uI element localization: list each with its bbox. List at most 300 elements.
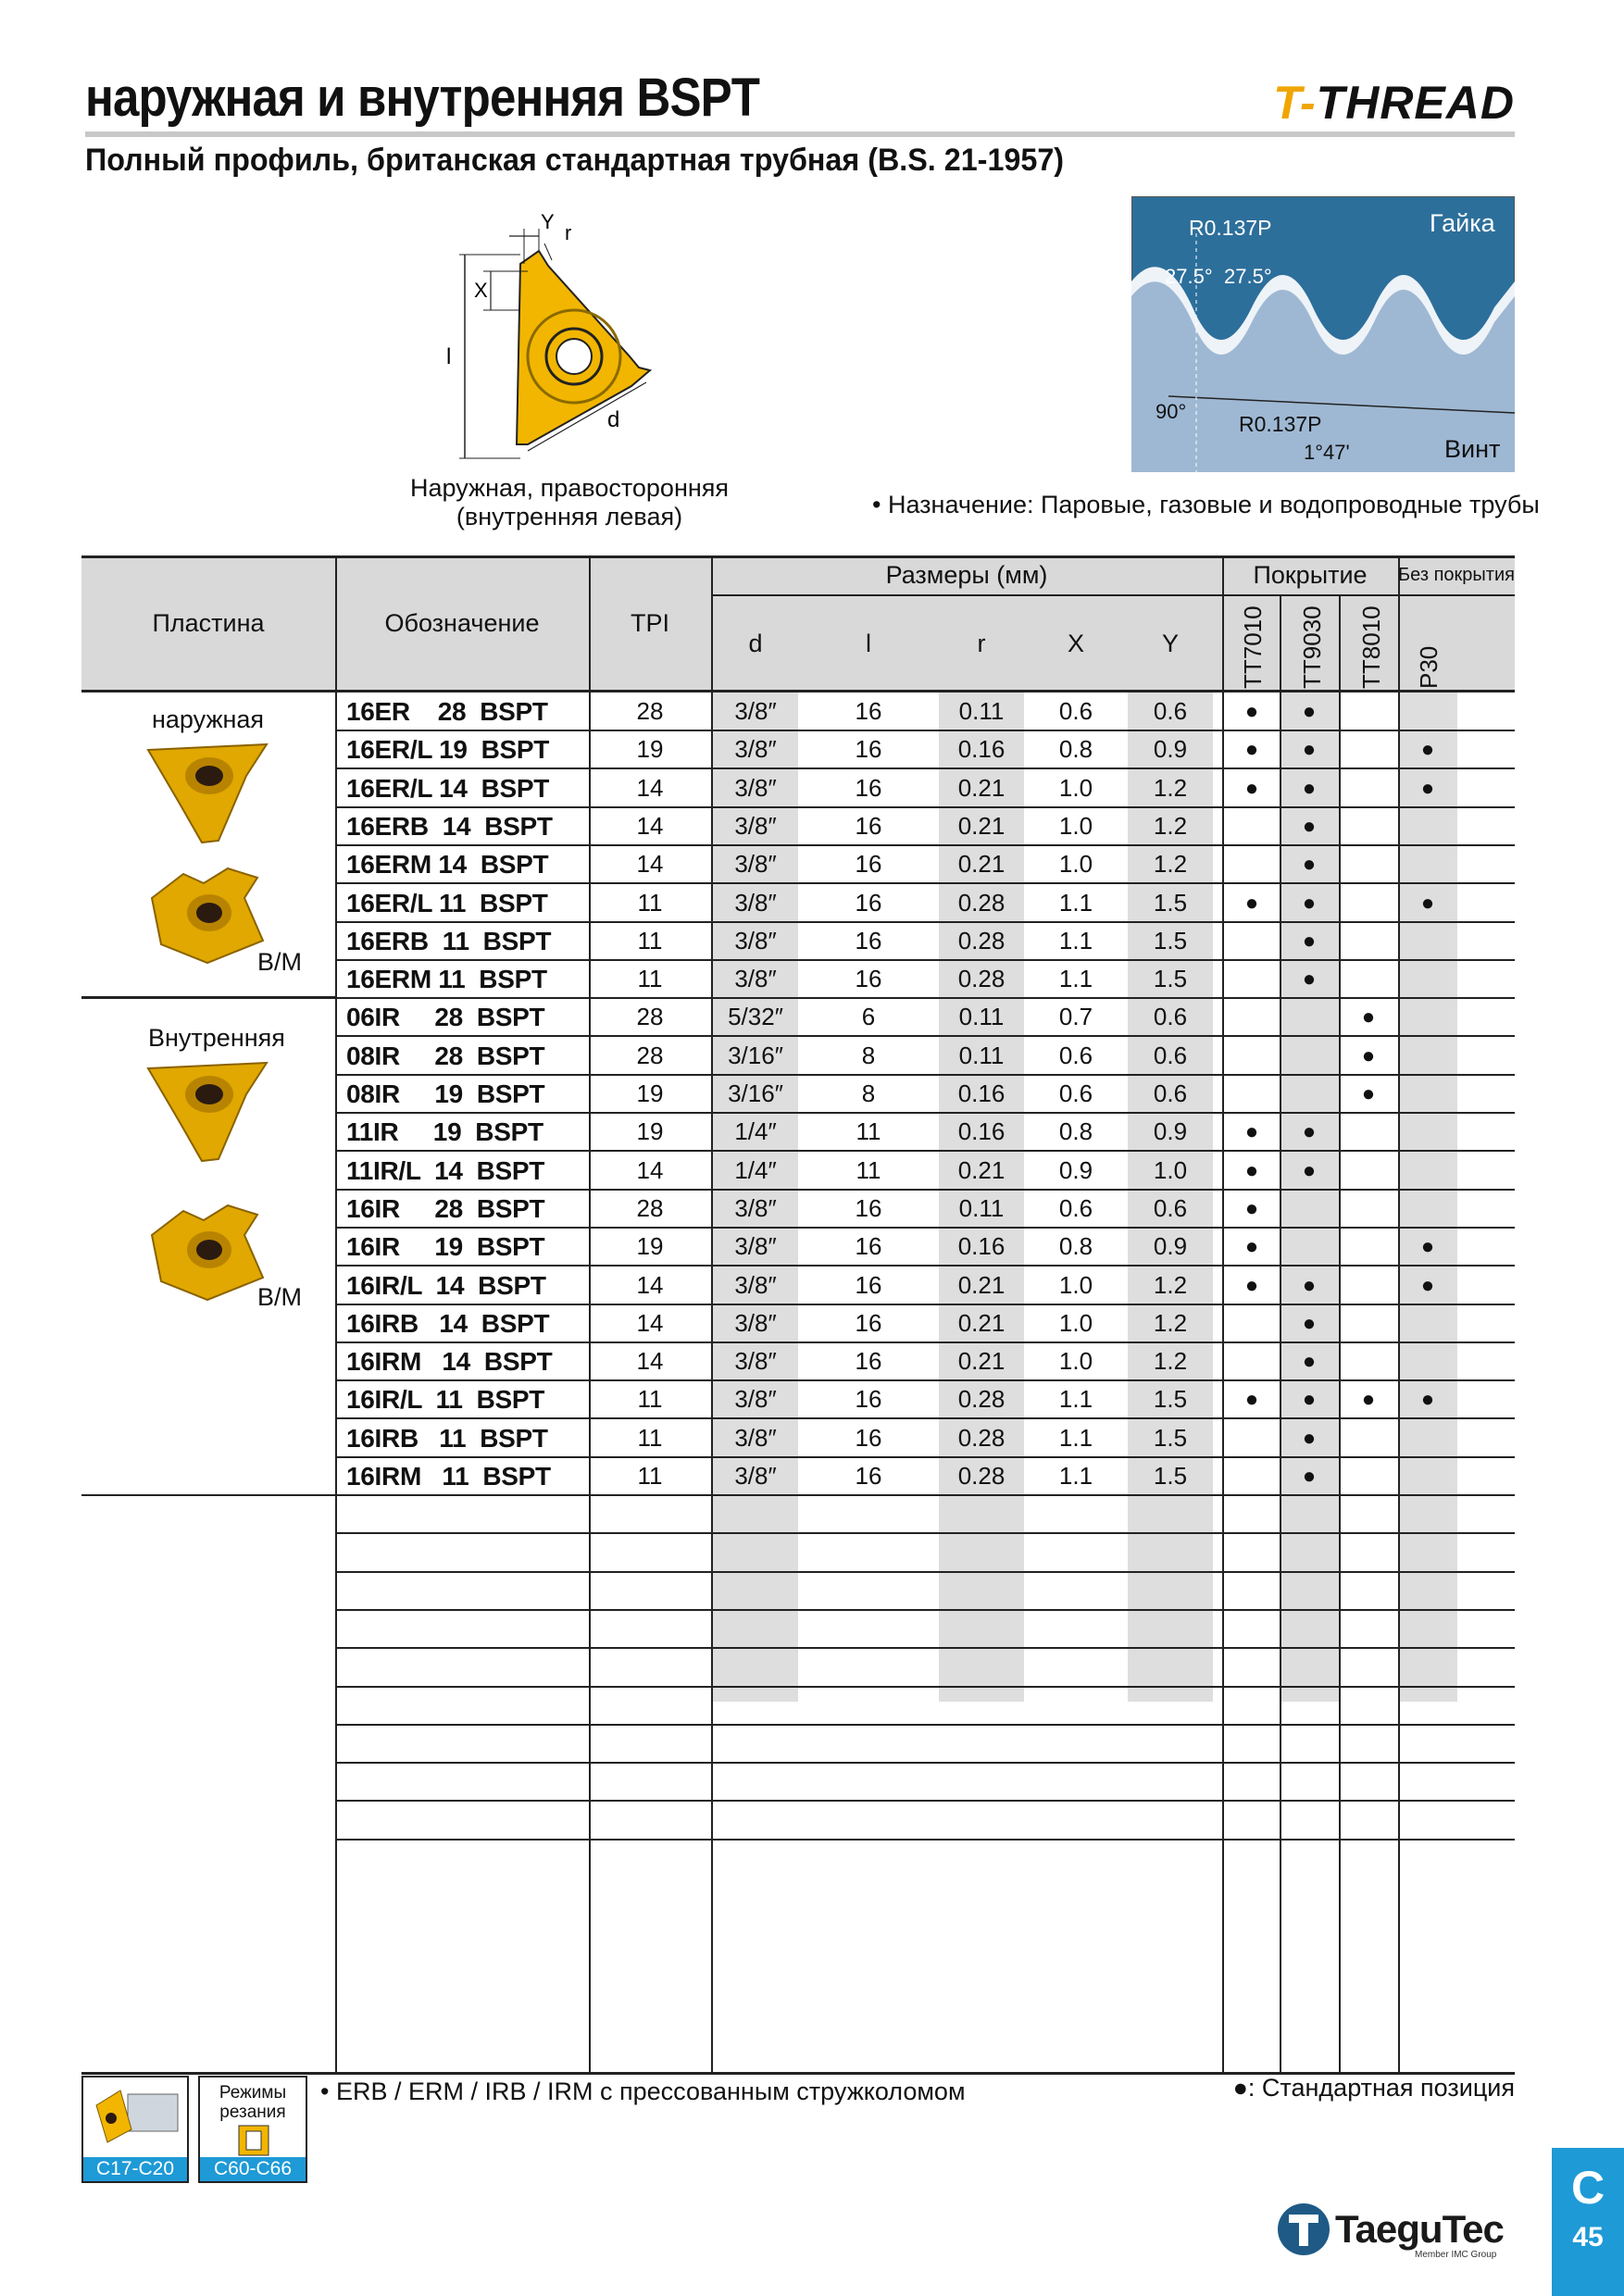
grade-p30-cell: ● (1420, 1387, 1435, 1412)
d-cell: 3/16″ (728, 1042, 783, 1069)
header-designation: Обозначение (384, 609, 540, 637)
ref1-page-tag: C17-C20 (83, 2157, 187, 2181)
y-cell: 0.9 (1153, 735, 1188, 763)
r-cell: 0.11 (958, 697, 1005, 725)
r-cell: 0.21 (957, 1347, 1006, 1375)
tpi-cell: 14 (636, 1347, 664, 1375)
grade-p30-cell (1400, 922, 1455, 960)
grade-tt8010-cell: ● (1361, 1081, 1376, 1106)
tpi-cell: 11 (637, 965, 663, 992)
grade-tt7010-cell (1224, 807, 1280, 845)
grade-p30-cell: ● (1420, 1273, 1435, 1298)
grade-tt9030-cell: ● (1302, 891, 1317, 916)
r-cell: 0.11 (958, 1194, 1005, 1222)
d-cell: 1/4″ (734, 1156, 777, 1184)
x-cell: 1.1 (1058, 889, 1093, 917)
table-row (81, 884, 1515, 922)
table-row (81, 807, 1515, 845)
caption-line2: (внутренняя левая) (456, 503, 683, 530)
designation-cell: 16IR/L 11 BSPT (346, 1385, 545, 1414)
d-cell: 3/8″ (734, 1385, 777, 1413)
designation-cell: 16ERM 11 BSPT (346, 965, 547, 993)
d-cell: 3/8″ (734, 1462, 777, 1490)
grade-tt8010-cell (1341, 1228, 1396, 1266)
hline-dims-sub (711, 594, 1515, 596)
designation-cell: 16ERB 11 BSPT (346, 927, 552, 955)
designation-cell: 16IRB 11 BSPT (346, 1424, 548, 1453)
d-cell: 3/8″ (734, 965, 777, 992)
grade-p30-cell: ● (1420, 1234, 1435, 1259)
grade-tt7010-cell: ● (1244, 1119, 1259, 1144)
r-cell: 0.21 (957, 774, 1006, 802)
grade-tt9030-cell: ● (1302, 1426, 1317, 1451)
y-cell: 1.2 (1153, 850, 1188, 878)
header-y: Y (1161, 630, 1179, 657)
grade-tt8010-cell (1341, 1267, 1396, 1304)
y-cell: 1.2 (1153, 1347, 1188, 1375)
r-cell: 0.28 (957, 1424, 1006, 1452)
page-number: 45 (1572, 2222, 1604, 2252)
grade-tt9030-cell (1281, 998, 1337, 1036)
grade-tt7010-cell (1224, 922, 1280, 960)
y-cell: 0.9 (1153, 1117, 1188, 1145)
brand-prefix: T- (1273, 77, 1317, 129)
grade-p30-cell (1400, 845, 1455, 883)
x-cell: 1.0 (1058, 1271, 1093, 1299)
grade-tt8010-cell (1341, 1419, 1396, 1457)
x-cell: 1.0 (1058, 1347, 1093, 1375)
profile-radius-bottom: R0.137P (1239, 412, 1322, 436)
r-cell: 0.11 (958, 1042, 1005, 1069)
grade-tt9030-cell: ● (1302, 967, 1317, 992)
logo-subtext: Member IMC Group (1415, 2250, 1497, 2260)
profile-nut-label: Гайка (1430, 209, 1495, 237)
tpi-cell: 28 (636, 697, 664, 725)
x-cell: 0.6 (1058, 1042, 1093, 1069)
tpi-cell: 11 (637, 1424, 663, 1452)
row-divider (335, 1724, 1515, 1726)
header-r: r (977, 630, 986, 657)
grade-tt7010-cell (1224, 1304, 1280, 1342)
grade-tt9030-cell: ● (1302, 1387, 1317, 1412)
r-cell: 0.28 (957, 965, 1006, 992)
designation-cell: 16ER/L 19 BSPT (346, 735, 550, 764)
tpi-cell: 11 (637, 889, 663, 917)
y-cell: 1.5 (1153, 1462, 1188, 1490)
grade-tt9030-cell (1281, 1190, 1337, 1228)
table-row (81, 1228, 1515, 1266)
grade-tt7010-cell (1224, 845, 1280, 883)
chipbreaker-note: • ERB / ERM / IRB / IRM с прессованным стружколомом (320, 2078, 966, 2105)
section-tab[interactable] (1552, 2148, 1624, 2296)
row-divider (335, 1686, 1515, 1688)
y-cell: 1.5 (1153, 1385, 1188, 1413)
group-external-label: наружная (152, 705, 265, 733)
l-cell: 16 (855, 1271, 882, 1299)
profile-taper: 1°47' (1304, 441, 1350, 464)
r-cell: 0.21 (957, 812, 1006, 840)
designation-cell: 11IR 19 BSPT (346, 1117, 543, 1146)
designation-cell: 16IR/L 14 BSPT (346, 1271, 546, 1300)
d-cell: 3/8″ (734, 1347, 777, 1375)
table-row (81, 1152, 1515, 1190)
grade-tt7010-cell (1224, 960, 1280, 998)
grade-tt9030-cell: ● (1302, 1119, 1317, 1144)
tpi-cell: 28 (636, 1194, 664, 1222)
x-cell: 0.6 (1058, 1194, 1093, 1222)
grade-tt8010-cell (1341, 1190, 1396, 1228)
row-divider (335, 1839, 1515, 1841)
grade-tt8010-cell (1341, 1342, 1396, 1380)
r-cell: 0.28 (957, 889, 1006, 917)
group-internal-bm: B/M (257, 1283, 303, 1311)
designation-cell: 16IRB 14 BSPT (346, 1309, 550, 1338)
grade-tt7010-cell (1224, 1075, 1280, 1113)
grade-tt8010-cell (1341, 922, 1396, 960)
l-cell: 16 (855, 812, 882, 840)
grade-tt8010-cell (1341, 960, 1396, 998)
l-cell: 16 (855, 927, 882, 955)
cutting-data-icon (235, 2122, 272, 2159)
d-cell: 3/8″ (734, 735, 777, 763)
designation-cell: 08IR 28 BSPT (346, 1042, 545, 1070)
header-grade-tt7010: TT7010 (1239, 605, 1267, 689)
grade-tt7010-cell (1224, 1342, 1280, 1380)
grade-p30-cell: ● (1420, 776, 1435, 801)
table-row (81, 960, 1515, 998)
table-row (81, 845, 1515, 883)
grade-tt8010-cell: ● (1361, 1387, 1376, 1412)
tpi-cell: 14 (636, 774, 664, 802)
table-row (81, 1380, 1515, 1418)
designation-cell: 16IRM 11 BSPT (346, 1462, 551, 1491)
table-row (81, 1342, 1515, 1380)
x-cell: 1.0 (1058, 774, 1093, 802)
grade-tt7010-cell: ● (1244, 699, 1259, 724)
ref2-page-tag: C60-C66 (200, 2157, 306, 2181)
d-cell: 5/32″ (728, 1003, 783, 1030)
grade-tt7010-cell: ● (1244, 1234, 1259, 1259)
l-cell: 16 (855, 1462, 882, 1490)
header-d: d (748, 630, 763, 657)
grade-tt7010-cell: ● (1244, 891, 1259, 916)
r-cell: 0.28 (957, 1385, 1006, 1413)
x-cell: 0.8 (1058, 735, 1093, 763)
l-cell: 16 (855, 1232, 882, 1260)
grade-tt8010-cell (1341, 730, 1396, 768)
x-cell: 1.1 (1058, 965, 1093, 992)
ref-cutting-modes[interactable] (198, 2076, 307, 2183)
grade-tt7010-cell (1224, 1419, 1280, 1457)
designation-cell: 16ERM 14 BSPT (346, 850, 549, 879)
r-cell: 0.21 (957, 1309, 1006, 1337)
l-cell: 8 (861, 1042, 876, 1069)
designation-cell: 16ERB 14 BSPT (346, 812, 553, 841)
grade-p30-cell (1400, 1419, 1455, 1457)
y-cell: 1.5 (1153, 965, 1188, 992)
grade-tt9030-cell: ● (1302, 1349, 1317, 1374)
grade-tt9030-cell: ● (1302, 699, 1317, 724)
profile-radius-top: R0.137P (1189, 216, 1272, 240)
grade-tt8010-cell (1341, 1304, 1396, 1342)
grade-p30-cell (1400, 1457, 1455, 1495)
x-cell: 0.7 (1058, 1003, 1093, 1030)
l-cell: 8 (861, 1079, 876, 1107)
tpi-cell: 19 (636, 1232, 664, 1260)
y-cell: 1.2 (1153, 812, 1188, 840)
y-cell: 0.6 (1153, 697, 1188, 725)
caption-line1: Наружная, правосторонняя (409, 474, 730, 502)
dim-label-x: X (474, 279, 488, 302)
designation-cell: 16ER/L 14 BSPT (346, 774, 550, 803)
table-row (81, 730, 1515, 768)
dim-label-y: Y (541, 210, 555, 233)
grade-tt8010-cell (1341, 1113, 1396, 1151)
d-cell: 3/8″ (734, 927, 777, 955)
grade-tt8010-cell (1341, 1457, 1396, 1495)
header-tpi: TPI (630, 609, 669, 637)
standard-item-legend: ●: Стандартная позиция (1232, 2074, 1515, 2102)
designation-cell: 06IR 28 BSPT (346, 1003, 545, 1031)
d-cell: 3/8″ (734, 850, 777, 878)
grade-tt9030-cell (1281, 1075, 1337, 1113)
row-divider (335, 1532, 1515, 1534)
page-subtitle: Полный профиль, британская стандартная трубная (B.S. 21-1957) (85, 143, 1065, 178)
grade-tt8010-cell: ● (1361, 1004, 1376, 1029)
grade-tt7010-cell: ● (1244, 1196, 1259, 1221)
x-cell: 0.8 (1058, 1232, 1093, 1260)
grade-tt7010-cell: ● (1244, 1387, 1259, 1412)
y-cell: 0.9 (1153, 1232, 1188, 1260)
grade-p30-cell: ● (1420, 891, 1435, 916)
designation-cell: 16ER/L 11 BSPT (346, 889, 548, 917)
x-cell: 0.6 (1058, 1079, 1093, 1107)
table-row (81, 693, 1515, 730)
dim-label-l: l (446, 344, 452, 369)
tpi-cell: 14 (636, 812, 664, 840)
y-cell: 1.5 (1153, 1424, 1188, 1452)
l-cell: 16 (855, 965, 882, 992)
table-row (81, 1419, 1515, 1457)
grade-p30-cell (1400, 1342, 1455, 1380)
grade-tt9030-cell: ● (1302, 776, 1317, 801)
designation-cell: 16IR 19 BSPT (346, 1232, 545, 1261)
ref-threading-tools[interactable] (81, 2076, 189, 2183)
grade-tt9030-cell: ● (1302, 737, 1317, 762)
tpi-cell: 19 (636, 1079, 664, 1107)
x-cell: 0.6 (1058, 697, 1093, 725)
header-uncoated: Без покрытия (1398, 565, 1515, 585)
tpi-cell: 11 (637, 1385, 663, 1413)
grade-tt8010-cell (1341, 884, 1396, 922)
row-divider (335, 1647, 1515, 1649)
brand-logo (1273, 76, 1515, 130)
grade-tt9030-cell: ● (1302, 1158, 1317, 1183)
y-cell: 1.2 (1153, 1271, 1188, 1299)
l-cell: 11 (856, 1117, 881, 1145)
d-cell: 3/8″ (734, 1232, 777, 1260)
grade-tt9030-cell: ● (1302, 1273, 1317, 1298)
x-cell: 1.1 (1058, 1462, 1093, 1490)
d-cell: 3/8″ (734, 697, 777, 725)
profile-angle-left: 27.5° (1165, 265, 1213, 288)
d-cell: 3/8″ (734, 812, 777, 840)
grade-tt7010-cell (1224, 1037, 1280, 1075)
brand-name: THREAD (1316, 77, 1515, 129)
taegutec-emblem-icon (1276, 2202, 1331, 2257)
y-cell: 1.2 (1153, 774, 1188, 802)
header-x: X (1067, 630, 1084, 657)
tpi-cell: 14 (636, 1156, 664, 1184)
l-cell: 6 (861, 1003, 876, 1030)
l-cell: 16 (855, 1194, 882, 1222)
grade-tt8010-cell (1341, 845, 1396, 883)
r-cell: 0.16 (957, 1079, 1006, 1107)
title-rule (85, 131, 1515, 137)
row-divider (335, 1762, 1515, 1764)
r-cell: 0.16 (957, 1117, 1006, 1145)
r-cell: 0.28 (957, 927, 1006, 955)
dim-label-d: d (607, 407, 620, 432)
grade-p30-cell: ● (1420, 737, 1435, 762)
l-cell: 16 (855, 1347, 882, 1375)
tpi-cell: 14 (636, 1271, 664, 1299)
r-cell: 0.21 (957, 850, 1006, 878)
tpi-cell: 14 (636, 1309, 664, 1337)
tpi-cell: 19 (636, 735, 664, 763)
l-cell: 16 (855, 850, 882, 878)
group-internal-label: Внутренняя (148, 1024, 285, 1052)
table-row (81, 1037, 1515, 1075)
tpi-cell: 14 (636, 850, 664, 878)
grade-p30-cell (1400, 998, 1455, 1036)
grade-tt8010-cell (1341, 1152, 1396, 1190)
profile-angle-right: 27.5° (1224, 265, 1272, 288)
y-cell: 1.5 (1153, 889, 1188, 917)
profile-angle-90: 90° (1156, 400, 1187, 423)
insert-diagram (435, 208, 713, 468)
grade-tt9030-cell (1281, 1228, 1337, 1266)
row-divider (335, 1609, 1515, 1611)
grade-tt8010-cell (1341, 807, 1396, 845)
grade-tt7010-cell (1224, 1457, 1280, 1495)
grade-tt9030-cell: ● (1302, 852, 1317, 877)
header-coating: Покрытие (1253, 561, 1368, 589)
y-cell: 1.0 (1153, 1156, 1188, 1184)
l-cell: 11 (856, 1156, 881, 1184)
grade-p30-cell (1400, 1037, 1455, 1075)
y-cell: 0.6 (1153, 1042, 1188, 1069)
table-row (81, 1457, 1515, 1495)
x-cell: 1.1 (1058, 927, 1093, 955)
grade-tt7010-cell: ● (1244, 1273, 1259, 1298)
d-cell: 3/8″ (734, 774, 777, 802)
y-cell: 1.2 (1153, 1309, 1188, 1337)
designation-cell: 16ER 28 BSPT (346, 697, 548, 726)
grade-tt9030-cell: ● (1302, 1311, 1317, 1336)
header-grade-tt9030: TT9030 (1298, 605, 1326, 689)
table-row (81, 769, 1515, 807)
designation-cell: 16IRM 14 BSPT (346, 1347, 553, 1376)
grade-p30-cell (1400, 1113, 1455, 1151)
l-cell: 16 (855, 1385, 882, 1413)
header-l: l (866, 630, 871, 657)
l-cell: 16 (855, 735, 882, 763)
d-cell: 3/8″ (734, 1309, 777, 1337)
d-cell: 3/8″ (734, 1194, 777, 1222)
table-row (81, 1113, 1515, 1151)
x-cell: 1.0 (1058, 1309, 1093, 1337)
r-cell: 0.16 (957, 1232, 1006, 1260)
section-letter: C (1570, 2162, 1605, 2214)
tpi-cell: 28 (636, 1042, 664, 1069)
grade-tt8010-cell (1341, 769, 1396, 807)
l-cell: 16 (855, 1309, 882, 1337)
page-title: наружная и внутренняя BSPT (85, 68, 760, 128)
y-cell: 1.5 (1153, 927, 1188, 955)
x-cell: 1.0 (1058, 850, 1093, 878)
l-cell: 16 (855, 774, 882, 802)
y-cell: 0.6 (1153, 1194, 1188, 1222)
y-cell: 0.6 (1153, 1003, 1188, 1030)
grade-tt7010-cell: ● (1244, 737, 1259, 762)
threading-holder-icon (83, 2078, 187, 2157)
header-grade-p30: P30 (1415, 645, 1443, 689)
d-cell: 3/8″ (734, 1424, 777, 1452)
ref2-text: Режимы резания (219, 2083, 287, 2122)
grade-tt8010-cell: ● (1361, 1043, 1376, 1068)
profile-screw-label: Винт (1444, 435, 1501, 463)
l-cell: 16 (855, 889, 882, 917)
d-cell: 3/8″ (734, 889, 777, 917)
grade-tt7010-cell: ● (1244, 1158, 1259, 1183)
y-cell: 0.6 (1153, 1079, 1188, 1107)
group-external-bm: B/M (257, 948, 303, 976)
table-row (81, 1304, 1515, 1342)
table-row (81, 1267, 1515, 1304)
thread-profile-diagram (1131, 196, 1515, 472)
l-cell: 16 (855, 697, 882, 725)
application-note: • Назначение: Паровые, газовые и водопроводные трубы (872, 491, 1540, 518)
grade-p30-cell (1400, 807, 1455, 845)
tpi-cell: 28 (636, 1003, 664, 1030)
r-cell: 0.16 (957, 735, 1006, 763)
x-cell: 0.8 (1058, 1117, 1093, 1145)
table-row (81, 1190, 1515, 1228)
grade-tt7010-cell: ● (1244, 776, 1259, 801)
grade-tt9030-cell (1281, 1037, 1337, 1075)
logo-text: TaeguTec (1335, 2207, 1504, 2251)
r-cell: 0.21 (957, 1271, 1006, 1299)
grade-tt7010-cell (1224, 998, 1280, 1036)
tpi-cell: 11 (637, 1462, 663, 1490)
grade-p30-cell (1400, 1152, 1455, 1190)
header-dimensions: Размеры (мм) (885, 561, 1048, 589)
header-grade-tt8010: TT8010 (1357, 605, 1385, 689)
r-cell: 0.28 (957, 1462, 1006, 1490)
header-plate: Пластина (152, 609, 265, 637)
tpi-cell: 11 (637, 927, 663, 955)
d-cell: 3/16″ (728, 1079, 783, 1107)
l-cell: 16 (855, 1424, 882, 1452)
grade-p30-cell (1400, 1190, 1455, 1228)
taegutec-logo (1276, 2202, 1517, 2259)
grade-tt9030-cell: ● (1302, 929, 1317, 954)
grade-p30-cell (1400, 1075, 1455, 1113)
diagram-caption (361, 474, 778, 531)
grade-p30-cell (1400, 960, 1455, 998)
grade-tt8010-cell (1341, 693, 1396, 730)
